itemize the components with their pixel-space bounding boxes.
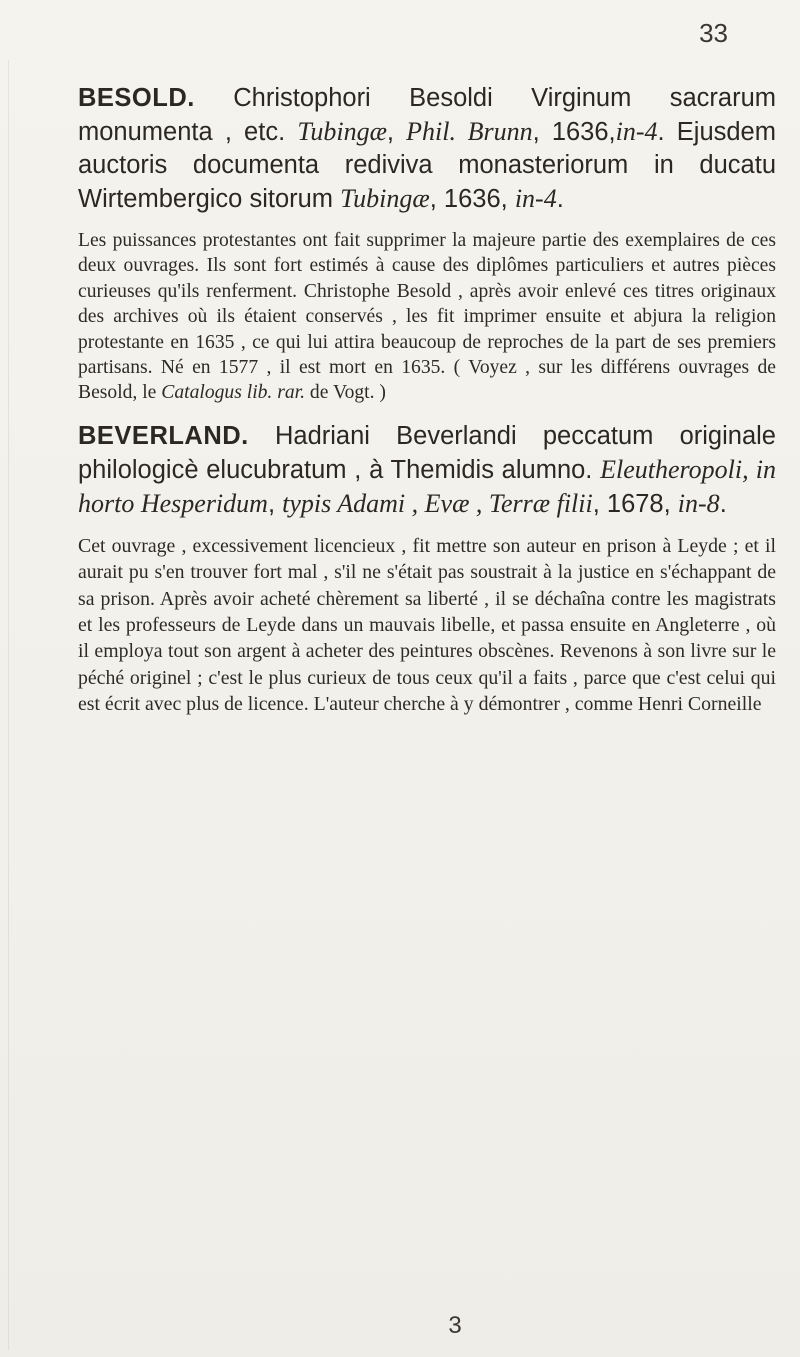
entry-besold-place-2: Tubingæ [340,184,430,213]
entry-beverland-heading: BEVERLAND. Hadriani Beverlandi peccatum originale philologicè elucubratum , à Themidis alumno. Eleutheropoli, in horto Hesperidum, typis Adami , Evæ , Terræ filii, 1678, in-8. [78,421,776,518]
entry-beverland-description: Cet ouvrage , excessivement licencieux , fit mettre son auteur en prison à Leyde ; et il aurait pu s'en trouver fort mal , s'il ne s'était pas soustrait à la justice en s'échappant de sa prison. Après avoir acheté chèrement sa liberté , il se déchaîna contre les magistrats et les professeurs de Leyde dans un mauvais libelle, et passa ensuite en Angleterre , où il employa tout son argent à acheter des peintures obscènes. Revenons à son livre sur le péché originel ; c'est le plus curieux de tous ceux qu'il a faits , parce que c'est celui qui est écrit avec plus de licence. L'auteur cherche à y démontrer , comme Henri Corneille [78,534,776,716]
entry-besold-description [78,228,776,406]
entry-besold-text-end: de Vogt. ) [309,382,386,404]
entry-besold-title-2: . Ejusdem auctoris documenta rediviva monasteriorum in ducatu Wirtembergico sitorum [78,118,776,213]
entry-besold-name: BESOLD. [78,84,195,112]
page-edge-shadow [8,60,9,1350]
page-content [78,82,776,718]
entry-beverland-date: , 1678, [592,489,671,518]
entry-beverland-place: Eleutheropoli, in horto Hesperidum [78,454,776,518]
entry-besold-date-1: , 1636, [532,118,616,146]
entry-besold-date-2: , 1636, [429,185,508,213]
entry-besold-catalogue-title: Catalogus lib. rar. [161,382,305,404]
entry-beverland-format: in-8 [677,488,720,518]
entry-besold-place-1: Tubingæ [297,117,387,146]
entry-besold-format-2: in-4 [514,184,557,213]
entry-besold-printer: Phil. Brunn [406,117,533,146]
entry-beverland-printer: typis Adami , Evæ , Terræ filii [282,488,593,518]
entry-besold-text: Les puissances protestantes ont fait supprimer la majeure partie des exemplaires de ces deux ouvrages. Ils sont fort estimés à cause des diplômes particuliers et autres pièces curieuses qu'ils renferment. Christophe Besold , après avoir enlevé ces titres originaux des archives où ils étaient conservés , les fit imprimer ensuite et abjura la religion protestante en 1635 , ce qui lui attira beaucoup de reproches de la part de ses premiers partisans. Né en 1577 , il est mort en 1635. ( Voyez , sur les différens ouvrages de Besold, le [78,230,776,404]
entry-besold-format-1: in-4 [615,117,658,146]
entry-beverland-title: Hadriani Beverlandi peccatum originale philologicè elucubratum , à Themidis alumno. [78,421,776,484]
page-number: 33 [699,18,728,48]
entry-besold-title-1: Christophori Besoldi Virginum sacrarum monumenta , etc. [78,84,776,146]
entry-besold-heading: BESOLD. Christophori Besoldi Virginum sacrarum monumenta , etc. Tubingæ, Phil. Brunn, 1636,in-4. Ejusdem auctoris documenta rediviva monasteriorum in ducatu Wirtembergico sitorum Tubingæ, 1636, in-4. [78,84,776,213]
signature-mark: 3 [448,1312,462,1339]
entry-beverland-name: BEVERLAND. [78,421,249,450]
